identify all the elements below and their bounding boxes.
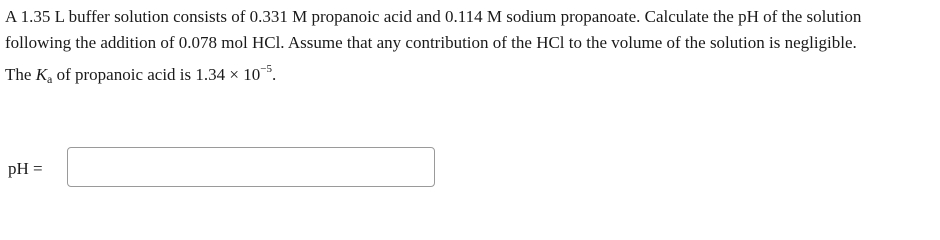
ka-symbol: K — [35, 65, 48, 84]
answer-row — [0, 147, 940, 189]
question-text — [5, 4, 930, 92]
question-line-3-prefix: The — [5, 65, 36, 84]
ka-exponent: −5 — [260, 63, 272, 75]
ph-answer-input[interactable] — [67, 147, 435, 187]
question-line-3 — [5, 56, 930, 92]
question-line-1: A 1.35 L buffer solution consists of 0.331 M propanoic acid and 0.114 M sodium propanoate. Calculate the pH of the solution — [5, 7, 862, 26]
ph-label: pH = — [8, 159, 43, 178]
question-line-2: following the addition of 0.078 mol HCl. Assume that any contribution of the HCl to the volume of the solution is negligible. — [5, 33, 857, 52]
question-line-3-middle: of propanoic acid is 1.34 × 10 — [52, 65, 261, 84]
ka-subscript: a — [47, 72, 53, 86]
question-line-3-suffix: . — [271, 65, 277, 84]
